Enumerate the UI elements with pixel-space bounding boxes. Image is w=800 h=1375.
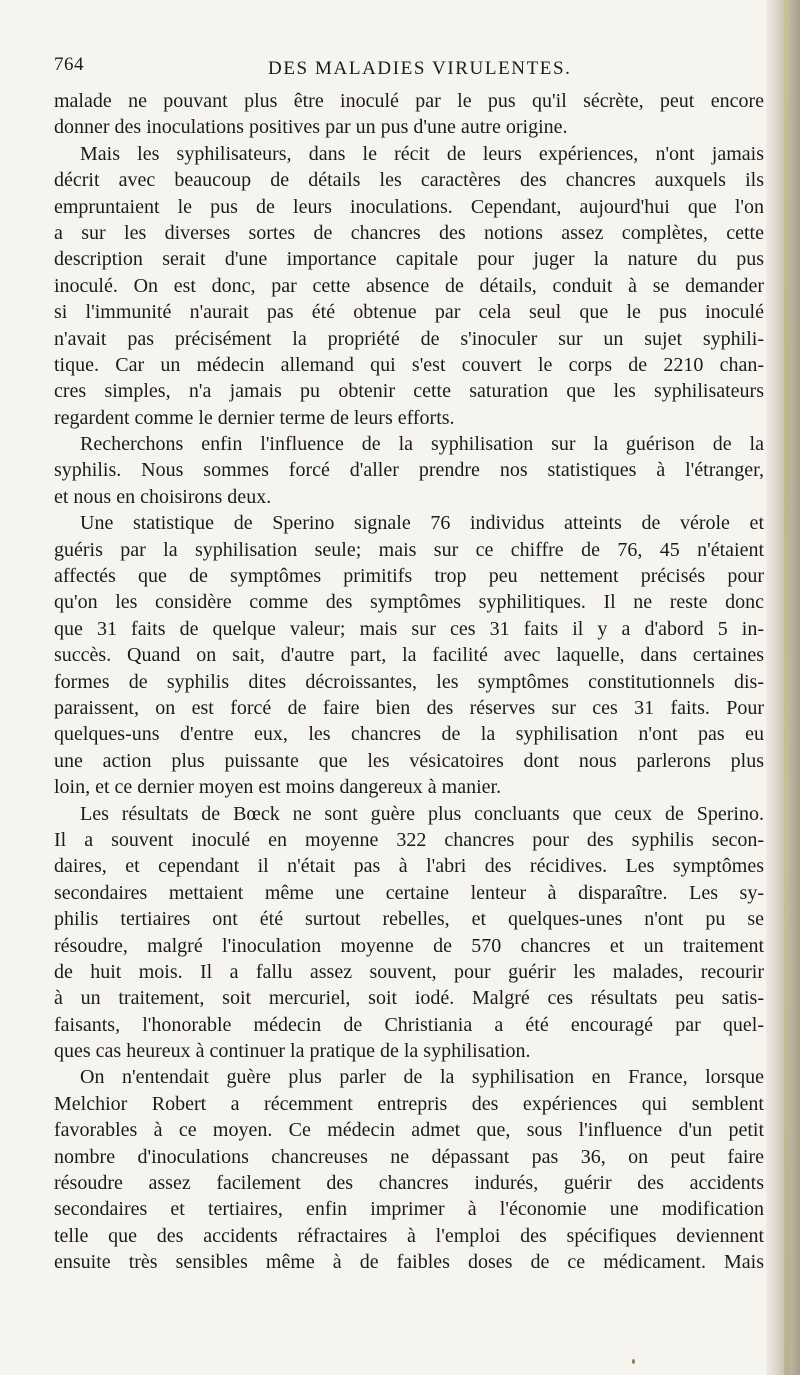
- text-line: secondaires et tertiaires, enfin imprimer à l'économie une modification: [54, 1198, 764, 1221]
- body-text: [54, 88, 764, 1276]
- page-header: [54, 54, 754, 84]
- text-line: quelques-uns d'entre eux, les chancres de la syphilisation n'ont pas eu: [54, 723, 764, 746]
- text-line: regardent comme le dernier terme de leurs efforts.: [54, 406, 455, 429]
- text-line: ensuite très sensibles même à de faibles doses de ce médicament. Mais: [54, 1251, 764, 1274]
- text-line: paraissent, on est forcé de faire bien des réserves sur ces 31 faits. Pour: [54, 696, 764, 719]
- text-line: inoculé. On est donc, par cette absence de détails, conduit à se demander: [54, 274, 764, 297]
- text-line: daires, et cependant il n'était pas à l'abri des récidives. Les symptômes: [54, 855, 764, 878]
- page-edge-strip: [784, 0, 790, 1375]
- text-line: philis tertiaires ont été surtout rebelles, et quelques-unes n'ont pu se: [54, 908, 764, 931]
- page-scan-edge: [766, 0, 800, 1375]
- text-line: que 31 faits de quelque valeur; mais sur ces 31 faits il y a d'abord 5 in-: [54, 617, 764, 640]
- text-line: si l'immunité n'aurait pas été obtenue par cela seul que le pus inoculé: [54, 301, 764, 324]
- text-line: Mais les syphilisateurs, dans le récit de leurs expériences, n'ont jamais: [80, 142, 764, 165]
- page-number: 764: [54, 54, 84, 75]
- text-line: de huit mois. Il a fallu assez souvent, pour guérir les malades, recourir: [54, 960, 764, 983]
- text-line: une action plus puissante que les vésicatoires dont nous parlerons plus: [54, 749, 764, 772]
- text-line: cres simples, n'a jamais pu obtenir cette saturation que les syphilisateurs: [54, 380, 764, 403]
- text-line: malade ne pouvant plus être inoculé par le pus qu'il sécrète, peut encore: [54, 90, 764, 112]
- text-line: secondaires mettaient même une certaine lenteur à disparaître. Les sy-: [54, 881, 764, 904]
- text-line: qu'on les considère comme des symptômes syphilitiques. Il ne reste donc: [54, 591, 764, 614]
- text-line: ques cas heureux à continuer la pratique de la syphilisation.: [54, 1040, 531, 1063]
- ink-speck: [632, 1359, 635, 1364]
- text-line: décrit avec beaucoup de détails les caractères des chancres auxquels ils: [54, 169, 764, 192]
- text-line: faisants, l'honorable médecin de Christiania a été encouragé par quel-: [54, 1013, 764, 1036]
- text-line: résoudre, malgré l'inoculation moyenne de 570 chancres et un traitement: [54, 934, 764, 957]
- text-line: loin, et ce dernier moyen est moins dangereux à manier.: [54, 776, 502, 799]
- text-line: Il a souvent inoculé en moyenne 322 chancres pour des syphilis secon-: [54, 828, 764, 851]
- text-line: et nous en choisirons deux.: [54, 485, 272, 508]
- text-line: à un traitement, soit mercuriel, soit iodé. Malgré ces résultats peu satis-: [54, 987, 764, 1010]
- running-title: DES MALADIES VIRULENTES.: [268, 58, 572, 79]
- text-line: guéris par la syphilisation seule; mais sur ce chiffre de 76, 45 n'étaient: [54, 538, 764, 561]
- text-line: formes de syphilis dites décroissantes, les symptômes constitutionnels dis-: [54, 670, 764, 693]
- text-line: On n'entendait guère plus parler de la syphilisation en France, lorsque: [80, 1066, 764, 1089]
- text-line: description serait d'une importance capitale pour juger la nature du pus: [54, 248, 764, 271]
- text-line: donner des inoculations positives par un pus d'une autre origine.: [54, 116, 568, 139]
- text-line: Recherchons enfin l'influence de la syphilisation sur la guérison de la: [80, 433, 764, 456]
- text-line: telle que des accidents réfractaires à l'emploi des spécifiques deviennent: [54, 1224, 764, 1247]
- text-line: nombre d'inoculations chancreuses ne dépassant pas 36, on peut faire: [54, 1145, 764, 1168]
- text-line: syphilis. Nous sommes forcé d'aller prendre nos statistiques à l'étranger,: [54, 459, 764, 482]
- text-line: succès. Quand on sait, d'autre part, la facilité avec laquelle, dans certaines: [54, 644, 764, 667]
- text-line: affectés que de symptômes primitifs trop peu nettement précisés pour: [54, 565, 764, 588]
- text-line: résoudre assez facilement des chancres indurés, guérir des accidents: [54, 1172, 764, 1195]
- text-line: empruntaient le pus de leurs inoculations. Cependant, aujourd'hui que l'on: [54, 195, 764, 218]
- text-line: favorables à ce moyen. Ce médecin admet que, sous l'influence d'un petit: [54, 1119, 764, 1142]
- text-line: a sur les diverses sortes de chancres des notions assez complètes, cette: [54, 221, 764, 244]
- text-line: Melchior Robert a récemment entrepris des expériences qui semblent: [54, 1092, 764, 1115]
- text-line: Les résultats de Bœck ne sont guère plus concluants que ceux de Sperino.: [80, 802, 764, 825]
- text-line: n'avait pas précisément la propriété de s'inoculer sur un sujet syphili-: [54, 327, 764, 350]
- text-line: Une statistique de Sperino signale 76 individus atteints de vérole et: [80, 512, 764, 535]
- text-line: tique. Car un médecin allemand qui s'est couvert le corps de 2210 chan-: [54, 353, 764, 376]
